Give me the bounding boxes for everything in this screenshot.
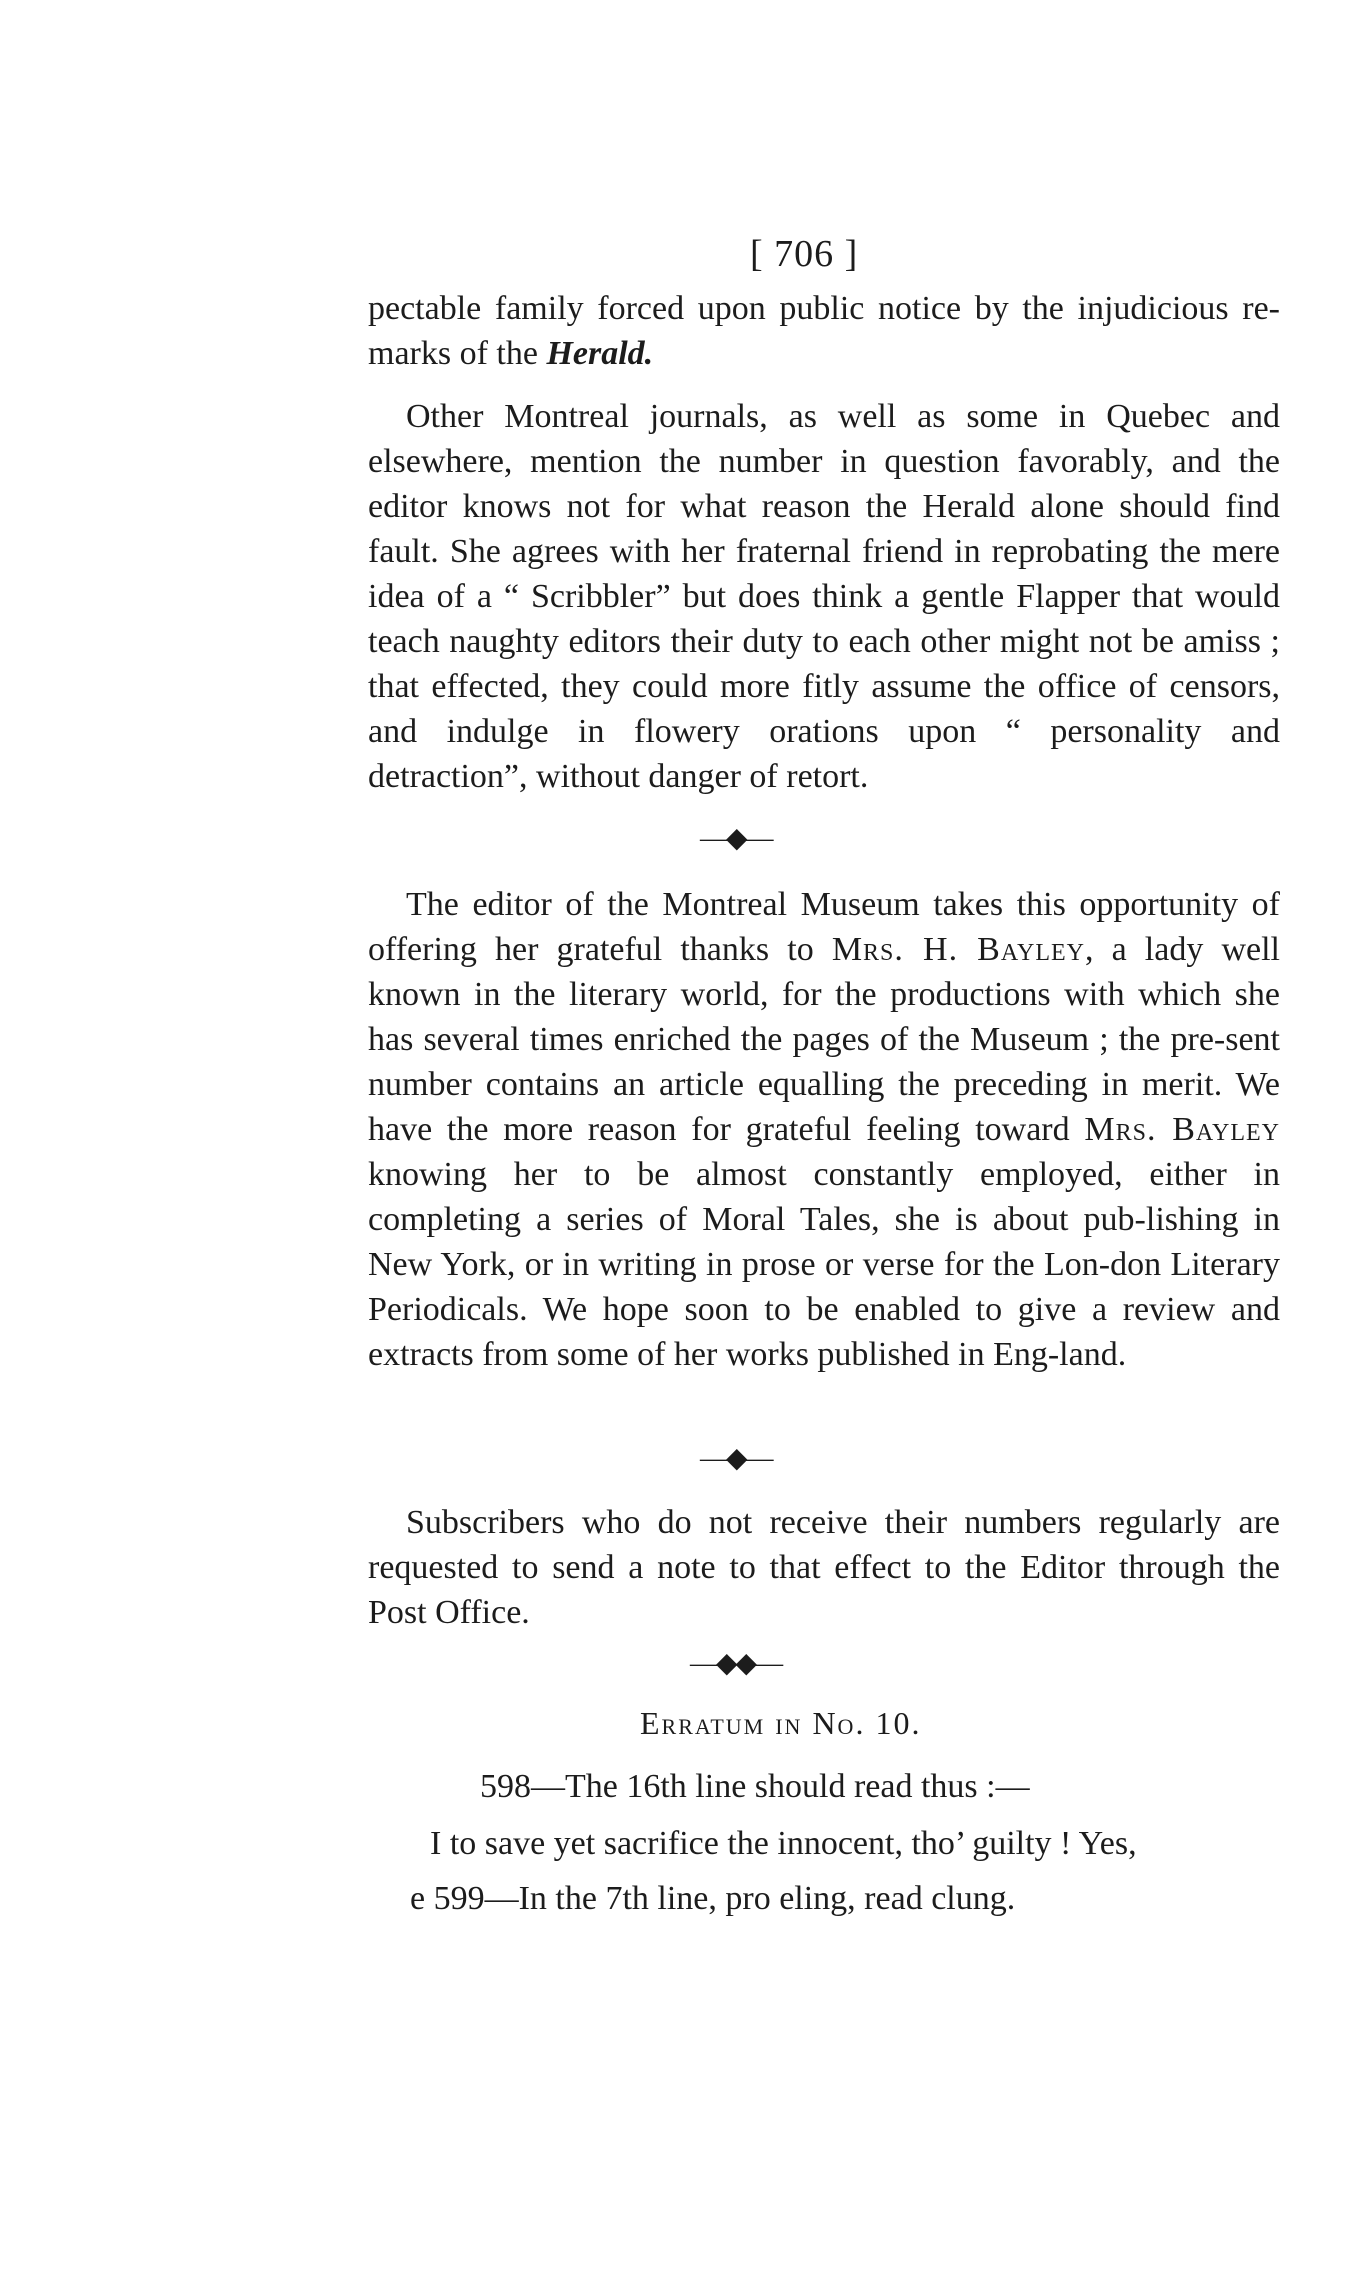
herald-italic: Herald. [546, 335, 654, 372]
continuation-paragraph [368, 286, 1280, 376]
author-name-2: Mrs. Bayley [1084, 1111, 1280, 1148]
ornament-rule-1: —◆— [700, 823, 772, 854]
author-name-1: Mrs. H. Bayley [831, 931, 1085, 968]
ornament-rule-3: —◆◆— [690, 1648, 782, 1679]
erratum-heading: Erratum in No. 10. [640, 1705, 922, 1741]
subscribers-paragraph [368, 1500, 1280, 1635]
erratum-line-3: e 599—In the 7th line, pro eling, read clung. [410, 1880, 1016, 1917]
editor-text-1: The editor of the Montreal Museum takes this opportunity of offering her grateful thanks to [368, 886, 1280, 968]
ornament-rule-2: —◆— [700, 1443, 772, 1474]
journals-text: Other Montreal journals, as well as some in Quebec and elsewhere, mention the number in question favorably, and the editor knows not for what reason the Herald alone should find fault. She agrees with her fraternal friend in reprobating the mere idea of a “ Scribbler” but does think a gentle Flapper that would teach naughty editors their duty to each other might not be amiss ; that effected, they could more fitly assume the office of censors, and indulge in flowery orations upon “ personality and detraction”, without danger of retort. [368, 398, 1280, 795]
erratum-line-1: 598—The 16th line should read thus :— [480, 1768, 1030, 1805]
editor-text-3: knowing her to be almost constantly employed, either in completing a series of Moral Tales, she is about pub-lishing in New York, or in writing in prose or verse for the Lon-don Literary Periodicals. We hope soon to be enabled to give a review and extracts from some of her works published in Eng-land. [368, 1156, 1280, 1373]
erratum-line-2: I to save yet sacrifice the innocent, tho’ guilty ! Yes, [430, 1825, 1137, 1862]
journals-paragraph [368, 394, 1280, 799]
continuation-text: pectable family forced upon public notice by the injudicious re-marks of the [368, 290, 1280, 372]
editor-text-2: , a lady well known in the literary world, for the productions with which she has several times enriched the pages of the Museum ; the pre-sent number contains an article equalling the preceding in merit. We have the more reason for grateful feeling toward [368, 931, 1280, 1148]
editor-paragraph [368, 882, 1280, 1377]
subscribers-text: Subscribers who do not receive their numbers regularly are requested to send a note to that effect to the Editor through the Post Office. [368, 1504, 1280, 1631]
page-number: [ 706 ] [750, 233, 859, 275]
